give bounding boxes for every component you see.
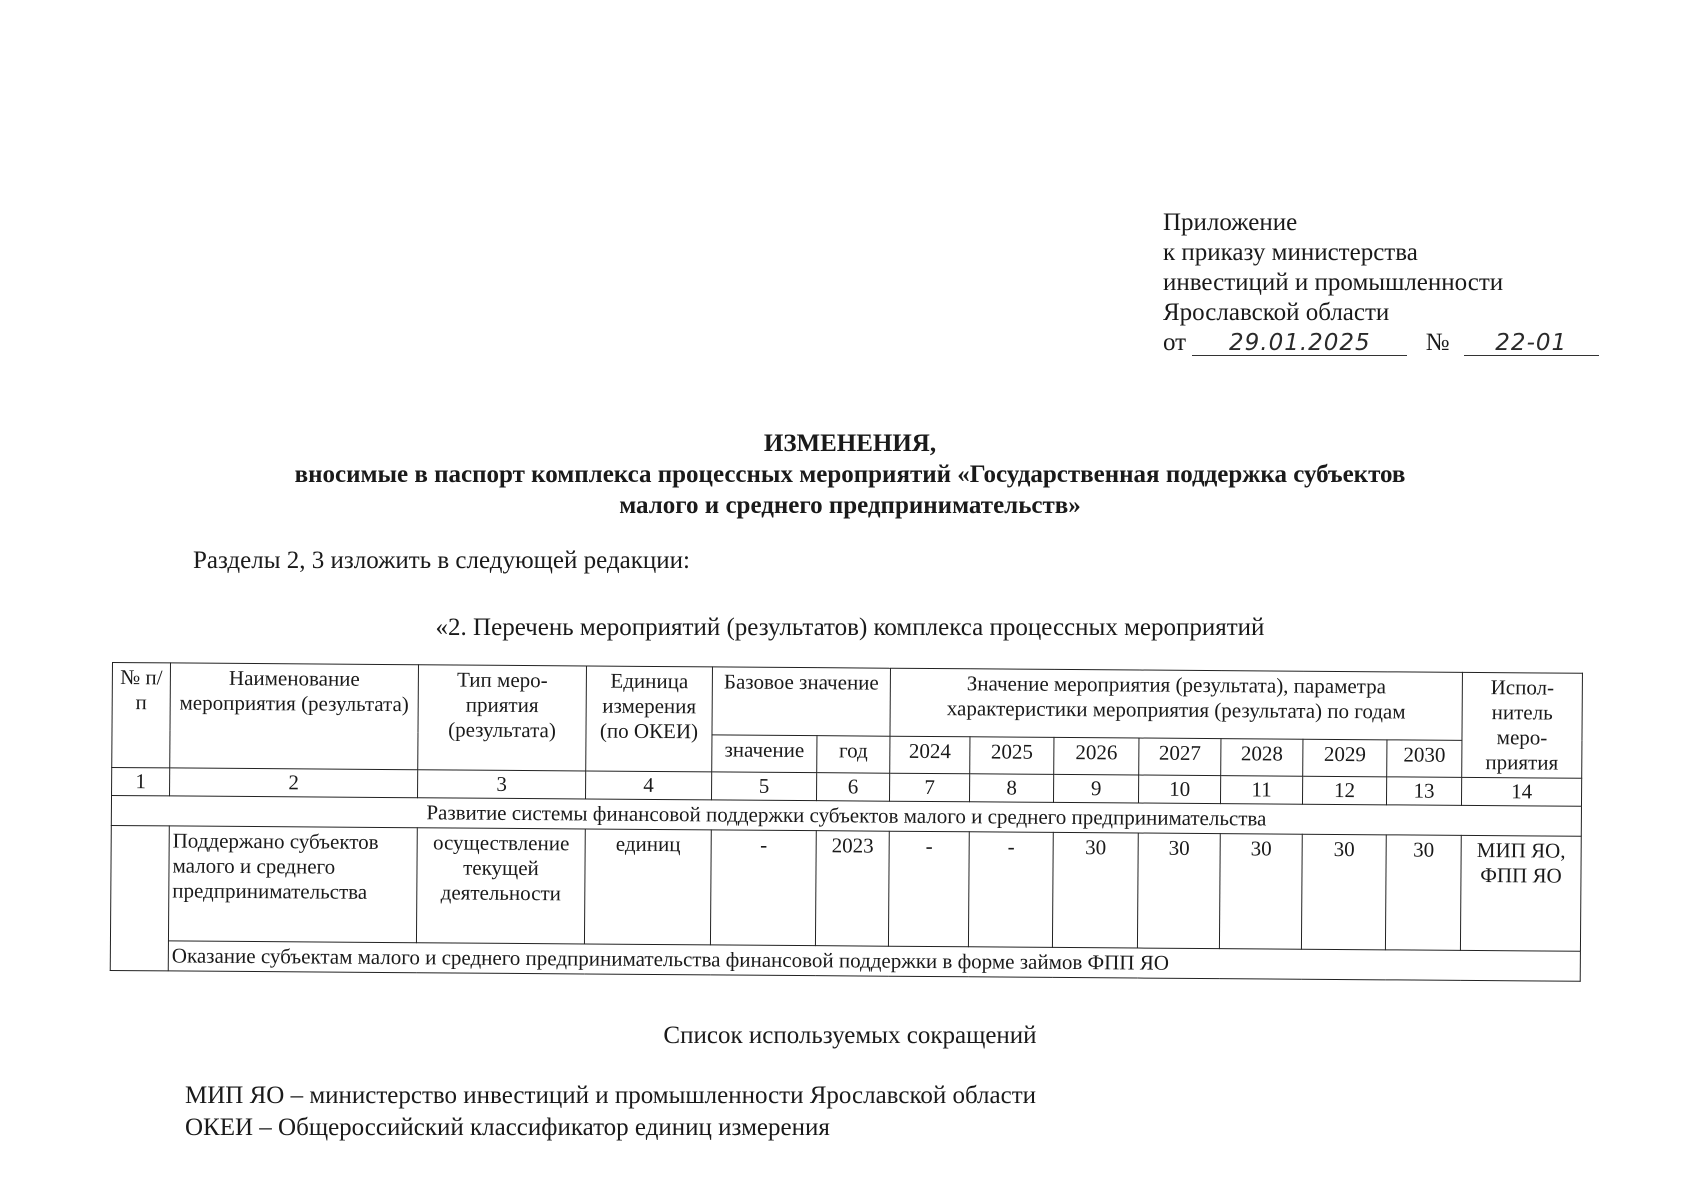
abbreviations-list (185, 1080, 1036, 1144)
intro-text: Разделы 2, 3 изложить в следующей редакции: (193, 547, 690, 574)
row-year-value: 30 (1052, 832, 1138, 948)
column-number: 8 (970, 774, 1054, 803)
title-line-3: малого и среднего предпринимательств» (619, 492, 1081, 519)
header-base-year: год (817, 736, 890, 774)
column-number: 10 (1139, 775, 1221, 804)
header-num: № п/п (112, 663, 171, 768)
appendix-line-2: к приказу министерства (1163, 239, 1418, 266)
order-date: 29.01.2025 (1192, 331, 1407, 356)
header-base-value: значение (712, 735, 817, 773)
column-number: 13 (1387, 777, 1462, 806)
header-row-1 (112, 663, 1582, 742)
note-row-text: Оказание субъектам малого и среднего предпринимательства финансовой поддержки в форме займов ФПП ЯО (168, 941, 1580, 981)
row-unit: единиц (584, 829, 711, 945)
row-year-value: - (888, 831, 969, 947)
row-year-value: 30 (1219, 834, 1302, 950)
column-number: 7 (890, 773, 970, 802)
row-base-value: - (710, 830, 816, 946)
table-row (110, 825, 1581, 951)
column-number: 12 (1303, 776, 1387, 805)
title-line-2: вносимые в паспорт комплекса процессных мероприятий «Государственная поддержка субъектов (294, 461, 1406, 488)
section-row-label: Развитие системы финансовой поддержки субъектов малого и среднего предпринимательства (111, 796, 1581, 837)
abbreviations-title: Список используемых сокращений (663, 1022, 1037, 1049)
row-year-value: 30 (1137, 833, 1220, 949)
column-number: 6 (817, 773, 890, 802)
abbreviation-item: ОКЕИ – Общероссийский классификатор единиц измерения (185, 1114, 830, 1141)
appendix-header (1163, 208, 1599, 358)
column-number: 14 (1462, 777, 1582, 806)
column-number: 1 (112, 768, 170, 796)
from-label: от (1163, 329, 1187, 356)
column-number: 11 (1221, 776, 1303, 805)
header-year: 2026 (1054, 737, 1139, 775)
row-base-year: 2023 (815, 831, 889, 947)
header-year: 2025 (970, 737, 1054, 775)
header-name: Наименование мероприятия (результата) (170, 663, 419, 770)
row-num (110, 825, 169, 970)
order-number: 22-01 (1464, 331, 1599, 356)
column-number: 9 (1054, 774, 1139, 803)
header-year: 2029 (1303, 739, 1387, 777)
column-number: 2 (170, 768, 418, 798)
row-year-value: - (968, 832, 1053, 948)
column-number: 3 (418, 770, 586, 799)
column-number: 4 (586, 771, 712, 800)
section-title: «2. Перечень мероприятий (результатов) комплекса процессных мероприятий (435, 614, 1265, 641)
row-executor: МИП ЯО, ФПП ЯО (1460, 835, 1581, 951)
header-type: Тип меро-приятия (результата) (418, 665, 587, 771)
row-year-value: 30 (1301, 834, 1386, 950)
row-year-value: 30 (1385, 835, 1461, 951)
header-year: 2024 (890, 736, 970, 774)
abbreviation-item: МИП ЯО – министерство инвестиций и промышленности Ярославской области (185, 1082, 1037, 1109)
header-values-group: Значение мероприятия (результата), параметра характеристики мероприятия (результата) по годам (890, 668, 1462, 740)
header-year: 2027 (1139, 738, 1221, 776)
header-unit: Единица измерения (по ОКЕИ) (586, 666, 713, 772)
measures-table-wrapper (110, 662, 1582, 982)
column-number: 5 (712, 772, 817, 801)
number-sign: № (1425, 329, 1450, 356)
header-executor: Испол-нитель меро-приятия (1462, 672, 1583, 778)
document-title (180, 428, 1520, 521)
title-main: ИЗМЕНЕНИЯ, (763, 430, 937, 457)
measures-table (110, 662, 1583, 982)
header-year: 2030 (1387, 740, 1462, 778)
order-date-number-line (1163, 328, 1599, 358)
appendix-line-3: инвестиций и промышленности (1163, 269, 1504, 296)
row-name: Поддержано субъектов малого и среднего предпринимательства (168, 826, 417, 943)
header-year: 2028 (1221, 739, 1303, 777)
row-type: осуществление текущей деятельности (416, 828, 585, 944)
header-base: Базовое значение (712, 667, 891, 736)
appendix-line-4: Ярославской области (1163, 299, 1390, 326)
appendix-line-1: Приложение (1163, 209, 1298, 236)
